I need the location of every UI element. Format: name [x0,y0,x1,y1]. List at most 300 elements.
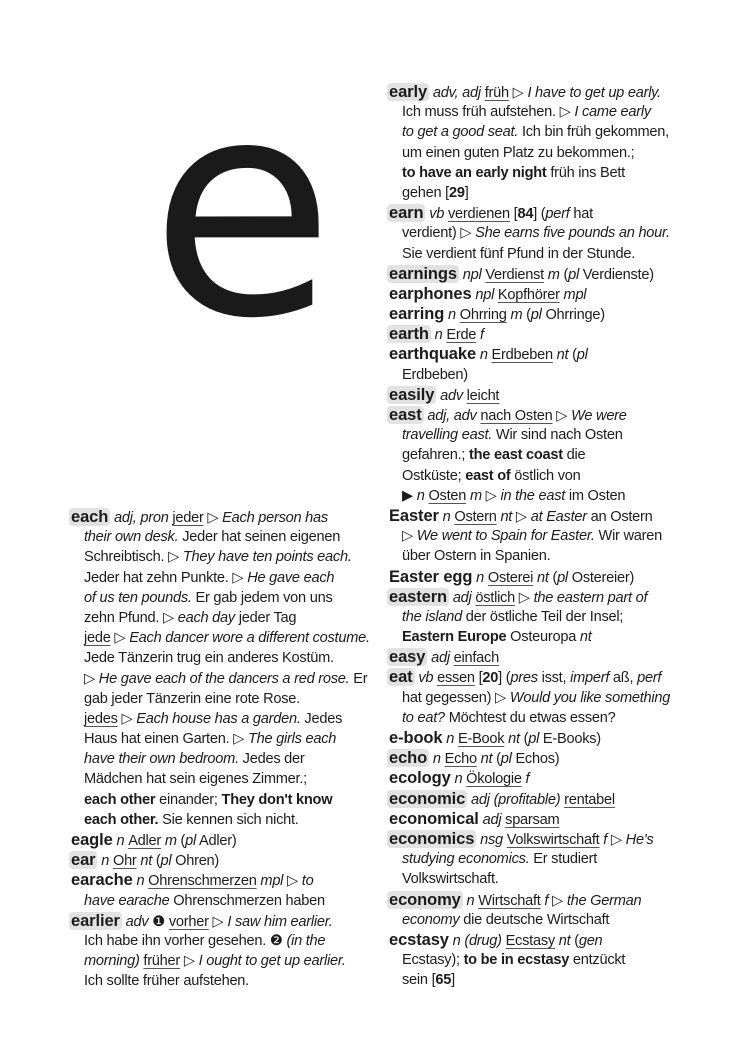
grammar-or-example: adj [478,811,506,828]
grammar-or-example: perf [637,670,662,687]
grammar-or-example: m [506,307,523,324]
text: Ohren) [171,853,220,870]
entry-line [71,608,381,628]
grammar-or-example: npl [458,266,486,283]
grammar-or-example: n [438,508,455,525]
headword: ear [71,851,96,870]
translation: Erde [446,327,477,344]
grammar-or-example: nt [533,569,549,586]
translation: vorher [168,913,209,930]
grammar-or-example: the eastern part of [533,589,648,606]
text: die deutsche Wirtschaft [459,911,610,928]
translation: jedes [84,710,118,727]
text: verdient) ▷ [402,225,476,242]
grammar-or-example: (in the [286,932,326,949]
grammar-or-example: morning) [84,953,144,970]
grammar-or-example: n [444,307,460,324]
text: Jedes [300,710,343,727]
grammar-or-example: n [416,487,429,504]
translation: verdienen [447,206,510,223]
translation: Erdbeben [491,347,553,364]
translation: leicht [466,387,500,404]
phrase: to be in ecstasy [463,952,570,969]
grammar-or-example: adv [436,387,467,404]
grammar-or-example: We were [571,408,627,424]
entry-line [389,546,709,566]
phrase: the east coast [469,447,563,464]
entry-line [389,748,709,768]
grammar-or-example: n [462,892,479,909]
translation: jede [84,630,111,647]
text: hat [569,206,593,223]
text: ( [522,307,531,324]
entry-line [389,869,709,889]
grammar-or-example: I have to get up early. [527,85,661,101]
grammar-or-example: n (drug) [448,932,506,949]
grammar-or-example: Each person has [222,510,328,526]
text: ( [492,751,501,768]
text: Echos) [511,751,560,768]
text: ▷ [84,670,99,687]
text: früh ins Bett [546,164,625,181]
text: jeder Tag [234,609,297,626]
right-column [389,82,709,990]
entry-line [71,507,381,527]
grammar-or-example: to get a good seat. [402,124,519,141]
text: Sie verdient fünf Pfund in der Stunde. [402,245,636,262]
translation: Echo [444,751,477,768]
translation: essen [437,670,475,687]
text: Ostküste; [402,467,466,484]
entry-eastern [389,587,709,648]
text: ( [568,347,577,364]
grammar-or-example: npl [471,286,498,303]
text: aß, [609,670,638,687]
grammar-or-example: at Easter [530,508,587,525]
entry-line [71,669,381,689]
entry-line [389,587,709,607]
grammar-or-example: pl [160,853,172,870]
headword: earthquake [389,345,477,364]
grammar-or-example: mpl [256,873,284,890]
translation: Ohrring [459,307,507,324]
entry-line [71,830,381,850]
entry-line [389,567,709,587]
entry-line [389,607,709,627]
grammar-or-example: We went to Spain for Easter. [416,528,595,545]
text: Jedes der [238,751,305,768]
entry-eat [389,667,709,728]
entry-line [71,810,381,830]
headword: earache [71,871,133,890]
text: ▷ [607,831,626,848]
grammar-or-example: f [599,831,608,848]
grammar-or-example: They have ten points each. [182,549,352,566]
text: ▶ [402,487,417,504]
text: [ [474,670,483,687]
translation: jeder [172,510,204,526]
entry-each [71,507,381,830]
headword: earlier [71,911,120,930]
text: Er gab jedem von uns [191,589,333,606]
entry-line [71,790,381,810]
entry-line [71,648,381,668]
translation: Volkswirtschaft [506,831,600,848]
phrase: They don't know [221,791,333,808]
text: ❶ [152,913,169,930]
grammar-or-example: nsg [476,831,507,848]
entry-line [389,344,709,364]
grammar-or-example: m [161,833,177,849]
entry-line [71,769,381,789]
left-column [71,507,381,992]
grammar-or-example: n [450,771,467,788]
grammar-or-example: in the east [500,487,566,504]
text: Erdbeben) [402,366,468,383]
translation: Ökologie [466,771,522,788]
entry-line [389,728,709,748]
grammar-or-example: n [476,347,492,364]
translation: E-Book [457,731,505,747]
text: ( [176,833,186,849]
grammar-or-example: studying economics. [402,851,530,868]
text: Ecstasy); [402,952,464,969]
headword: earphones [389,284,472,303]
headword: earring [389,305,445,324]
entry-line [389,688,709,708]
grammar-or-example: their own desk. [84,529,179,546]
entry-line [389,829,709,849]
text: an Ostern [586,508,653,525]
grammar-or-example: Would you like something [509,689,671,706]
grammar-or-example: the island [402,608,462,625]
text: ▷ [203,510,223,526]
text: ▷ [548,892,567,909]
grammar-or-example: Each house has a garden. [136,710,301,727]
entry-economical [389,809,709,829]
text: zehn Pfund. ▷ [84,609,178,626]
text: Schreibtisch. ▷ [84,549,183,566]
entry-line [71,729,381,749]
text: Wir waren [594,528,662,545]
grammar-or-example: of us ten pounds. [84,589,192,606]
grammar-or-example: perf [545,206,570,223]
entry-line [71,628,381,648]
text: um einen guten Platz zu bekommen.; [402,144,635,161]
grammar-or-example: nt [136,853,153,870]
grammar-or-example: Each dancer wore a different costume. [129,630,370,647]
entry-line [389,445,709,465]
headword: each [71,508,109,526]
text: isst, [537,670,571,687]
translation: östlich [475,589,515,606]
text: ▷ [117,710,137,727]
translation: Ostern [454,508,497,525]
entry-line [389,183,709,203]
grammar-or-example: the German [566,892,642,909]
entry-line [389,910,709,930]
text: Ich habe ihn vorher gesehen. ❷ [84,932,287,949]
grammar-or-example: f [540,892,549,909]
entry-line [71,547,381,567]
grammar-or-example: pl [530,307,542,324]
entry-line [389,425,709,445]
text: ( [152,853,161,870]
entry-line [389,365,709,385]
entry-line [389,930,709,950]
entry-ecstasy [389,930,709,991]
text: Ostereier) [567,569,635,586]
grammar-or-example: adj (profitable) [467,791,565,808]
grammar-or-example: n [429,751,445,768]
grammar-or-example: nt [476,751,493,768]
entry-easy [389,647,709,667]
grammar-or-example: adj, adv [423,408,481,424]
grammar-or-example: to [301,873,314,890]
grammar-or-example: m [543,266,560,283]
entry-line [71,588,381,608]
translation: Ohrenschmerzen [148,873,257,890]
grammar-or-example: m [466,487,482,504]
text: gefahren.; [402,447,470,464]
entry-earphones [389,284,709,304]
text: Ohrenschmerzen haben [169,892,325,909]
text: einander; [155,791,222,808]
grammar-or-example: nt [552,347,569,364]
text: ▷ [552,408,572,424]
grammar-or-example: f [521,771,530,788]
grammar-or-example: I came early [574,104,651,121]
headword: east [389,406,422,424]
grammar-or-example: nt [554,932,571,949]
grammar-or-example: nt [504,731,520,747]
entry-line [389,890,709,910]
entry-ear [71,850,381,870]
grammar-or-example: have their own bedroom. [84,751,239,768]
text: Mädchen hat sein eigenes Zimmer.; [84,771,307,788]
translation: Verdienst [485,266,544,283]
headword: easily [389,385,435,404]
entry-line [389,970,709,990]
headword: eat [389,668,413,687]
text: ▷ [283,873,302,890]
entry-line [389,950,709,970]
translation: sparsam [505,811,560,828]
entry-line [389,82,709,102]
text: Möchtest du etwas essen? [444,709,616,726]
grammar-or-example: pl [576,347,588,364]
translation: früh [484,85,509,101]
text: Jeder hat seinen eigenen [178,529,341,546]
grammar-or-example: n [97,853,113,870]
entry-line [71,931,381,951]
entry-earache [71,870,381,910]
text: Verdienste) [578,266,654,283]
text: ( [570,932,579,949]
entry-line [389,708,709,728]
entry-line [389,203,709,223]
text: ▷ [402,528,417,545]
grammar-or-example: n [132,873,149,890]
text: ] ( [533,206,546,223]
text: entzückt [569,952,626,969]
entry-line [71,911,381,931]
text: ▷ [208,913,228,930]
headword: ecology [389,769,451,788]
grammar-or-example: pl [557,569,568,586]
grammar-or-example: adj [449,589,476,606]
text: Adler) [196,833,237,849]
headword: early [389,83,428,101]
text: Volkswirtschaft. [402,871,499,888]
grammar-or-example: nt [496,508,513,525]
entry-line [389,244,709,264]
text: ] ( [498,670,511,687]
grammar-or-example: vb [425,206,448,223]
headword: earth [389,325,429,344]
grammar-or-example: The girls each [247,731,337,748]
entry-line [389,163,709,183]
text: ▷ [512,508,531,525]
headword: economic [389,789,466,808]
headword: economy [389,890,461,909]
entry-line [71,870,381,890]
translation: Adler [128,833,162,849]
entry-line [71,568,381,588]
entry-line [389,789,709,809]
entry-easter [389,506,709,567]
text: E-Books) [539,731,601,747]
grammar-or-example: to eat? [402,709,445,726]
grammar-or-example: I saw him earlier. [227,913,333,930]
entry-echo [389,748,709,768]
text: hat gegessen) ▷ [402,689,510,706]
headword: earn [389,204,424,223]
grammar-or-example: f [476,327,484,344]
grammar-or-example: adj, pron [110,510,173,526]
entry-line [389,405,709,425]
grammar-or-example: gen [578,932,603,949]
translation: Ecstasy [505,932,555,949]
entry-line [71,850,381,870]
entry-line [389,506,709,526]
entry-line [389,627,709,647]
entry-earring [389,304,709,324]
grammar-or-example: pl [185,833,197,849]
section-letter: e [150,35,335,384]
headword: e-book [389,729,443,747]
entry-line [389,466,709,486]
text: Osteuropa [506,629,580,646]
grammar-or-example: n [472,569,488,586]
phrase: east of [465,467,511,484]
text: Jeder hat zehn Punkte. ▷ [84,569,248,586]
text: östlich von [510,467,581,484]
entry-line [389,385,709,405]
text: ▷ [110,630,130,647]
phrase: to have an early night [402,164,547,181]
text: ] [451,972,455,989]
entry-line [389,809,709,829]
entry-line [389,526,709,546]
entry-line [389,486,709,506]
entry-east [389,405,709,506]
translation: Osterei [487,569,534,586]
entry-earth [389,324,709,344]
text: ( [519,731,529,747]
entry-line [389,667,709,687]
entry-line [389,223,709,243]
grammar-or-example: pl [568,266,579,283]
entry-line [389,849,709,869]
entry-ecology [389,768,709,788]
grammar-or-example: each day [177,609,235,626]
text: sein [ [402,972,436,989]
grammar-or-example: He gave each of the dancers a red rose. [98,670,350,687]
headword: economics [389,829,475,848]
translation: Kopfhörer [497,286,560,303]
phrase: each other. [84,811,159,828]
text: [ [509,206,518,223]
entry-economy [389,890,709,930]
text: Er studiert [529,851,598,868]
text: ▷ [481,487,501,504]
text: die [562,447,586,464]
text: ▷ [508,85,528,101]
translation: einfach [453,650,499,667]
entry-line [389,304,709,324]
text: Ich muss früh aufstehen. ▷ [402,104,575,121]
translation: Wirtschaft [478,892,541,909]
grammar-or-example: n [430,327,447,344]
entry-easily [389,385,709,405]
phrase: Eastern Europe [402,629,507,646]
grammar-or-example: n [442,731,458,747]
grammar-or-example: He gave each [247,569,335,586]
grammar-or-example: n [112,833,129,849]
translation: früher [143,953,181,970]
entry-line [71,709,381,729]
entry-economic [389,789,709,809]
entry-line [71,689,381,709]
grammar-or-example: have earache [84,892,170,909]
text: Wir sind nach Osten [492,427,623,444]
headword: echo [389,749,428,768]
text: gab jeder Tänzerin eine rote Rose. [84,690,300,707]
phrase: 65 [435,972,452,989]
entry-line [71,951,381,971]
headword: eagle [71,831,113,849]
grammar-or-example: pl [528,731,540,747]
entry-line [389,264,709,284]
text: Jede Tänzerin trug ein anderes Kostüm. [84,650,334,667]
text: Haus hat einen Garten. ▷ [84,731,248,748]
headword: ecstasy [389,930,449,949]
entry-earn [389,203,709,264]
entry-line [389,122,709,142]
entry-line [389,143,709,163]
entry-line [389,647,709,667]
entry-line [389,768,709,788]
text: Ich bin früh gekommen, [518,124,669,141]
grammar-or-example: adv [121,913,153,930]
text: Er [349,670,368,687]
headword: eastern [389,587,448,606]
text: Ohrringe) [541,307,605,324]
text: der östliche Teil der Insel; [461,608,624,625]
headword: Easter egg [389,567,473,586]
entry-early [389,82,709,203]
